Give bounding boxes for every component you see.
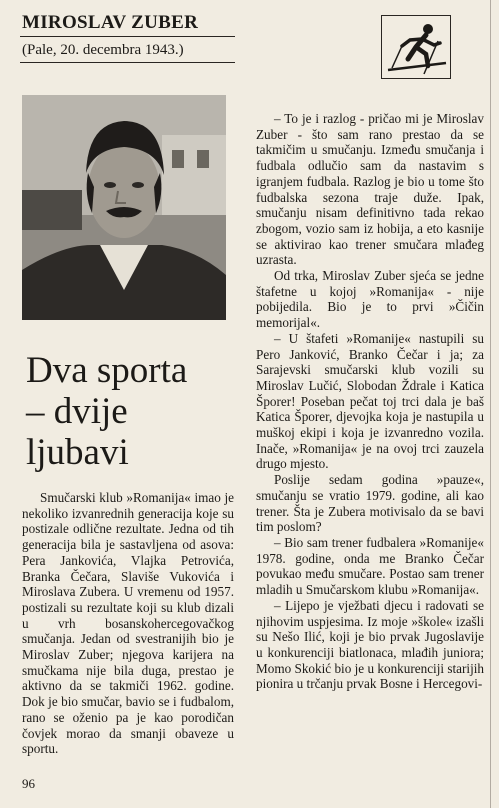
athlete-name: MIROSLAV ZUBER	[22, 12, 199, 33]
paragraph: – U štafeti »Romanije« nastupili su Pero Janković, Branko Čečar i ja; za Sarajevski smučarski klub vozili su Miroslav Lučić, Slobodan Ždrale i Katica Šporer! Poseban pečat toj trci dala je baš Katica Šporer, djevojka koja je nastupila u muškoj ekipi i koja je izvanredno vozila. Inače, »Romanija« je na ovoj trci zauzela drugo mjesto.	[256, 330, 484, 472]
article-title	[26, 350, 236, 473]
paragraph: Poslije sedam godina »pauze«, smučanju se vratio 1979. godine, ali kao trener. Šta je Zubera motivisalo da se bavi tim poslom?	[256, 472, 484, 535]
portrait-illustration	[22, 95, 226, 320]
skier-icon	[381, 15, 451, 79]
paragraph: – Lijepo je vježbati djecu i radovati se njihovim uspjesima. Iz moje »škole« izašli su Nešo Ilić, koji je bio prvak Jugoslavije u konkurenciji biatlonaca, mlađih juniora; Momo Skokić bio je u konkurenciji starijih pionira u trčanju prvak Bosne i Hercegovi-	[256, 597, 484, 692]
title-line-2: – dvije	[26, 391, 128, 432]
page-edge	[490, 0, 491, 808]
athlete-birth-info: (Pale, 20. decembra 1943.)	[22, 42, 184, 58]
paragraph: Smučarski klub »Romanija« imao je nekoliko izvanrednih generacija koje su postizale odlične rezultate. Jedna od tih generacija bila je sastavljena od asova: Pera Jankovića, Vlajka Petrovića, Branka Čečara, Slaviše Vukovića i Miroslava Zubera. U vremenu od 1957. postizali su rezultate koji su klub dizali u vrh bosanskohercegovačkog smučanja. Jedan od svestranijih bio je Miroslav Zuber; njegova karijera na smučkama nije bila duga, prestao je aktivno da se takmiči 1962. godine. Dok je bio smučar, bavio se i fudbalom, rano se oženio pa je kao porodičan čovjek morao da smanji obaveze u sportu.	[22, 490, 234, 757]
title-line-1: Dva sporta	[26, 350, 188, 391]
skier-pictogram	[382, 16, 450, 78]
title-line-3: ljubavi	[26, 432, 129, 473]
header-rule-top	[20, 36, 235, 37]
right-column-text	[256, 111, 484, 692]
header-rule-bottom	[20, 62, 235, 63]
left-column-text	[22, 490, 234, 757]
paragraph: – Bio sam trener fudbalera »Romanije« 1978. godine, onda me Branko Čečar povukao među smučare. Postao sam trener mladih u Smučarskom klubu »Romanija«.	[256, 534, 484, 598]
paragraph: – To je i razlog - pričao mi je Miroslav Zuber - što sam rano prestao da se takmičim u smučanju. Između smučanja i fudbala odlučio sam da nastavim s igranjem fudbala. Razlog je bio u tome što fudbalska sezona traje duže. Ipak, smučanju nisam definitivno tada rekao zbogom, vozio sam iz hobija, a eto kasnije se aktivirao kao trener smučara mlađeg uzrasta.	[256, 111, 484, 268]
page-number: 96	[22, 776, 35, 791]
paragraph: Od trka, Miroslav Zuber sjeća se jedne štafetne u kojoj »Romanija« - nije pobijedila. Bio je to prvi »Čičin memorijal«.	[256, 268, 484, 331]
portrait-photo	[22, 95, 226, 320]
